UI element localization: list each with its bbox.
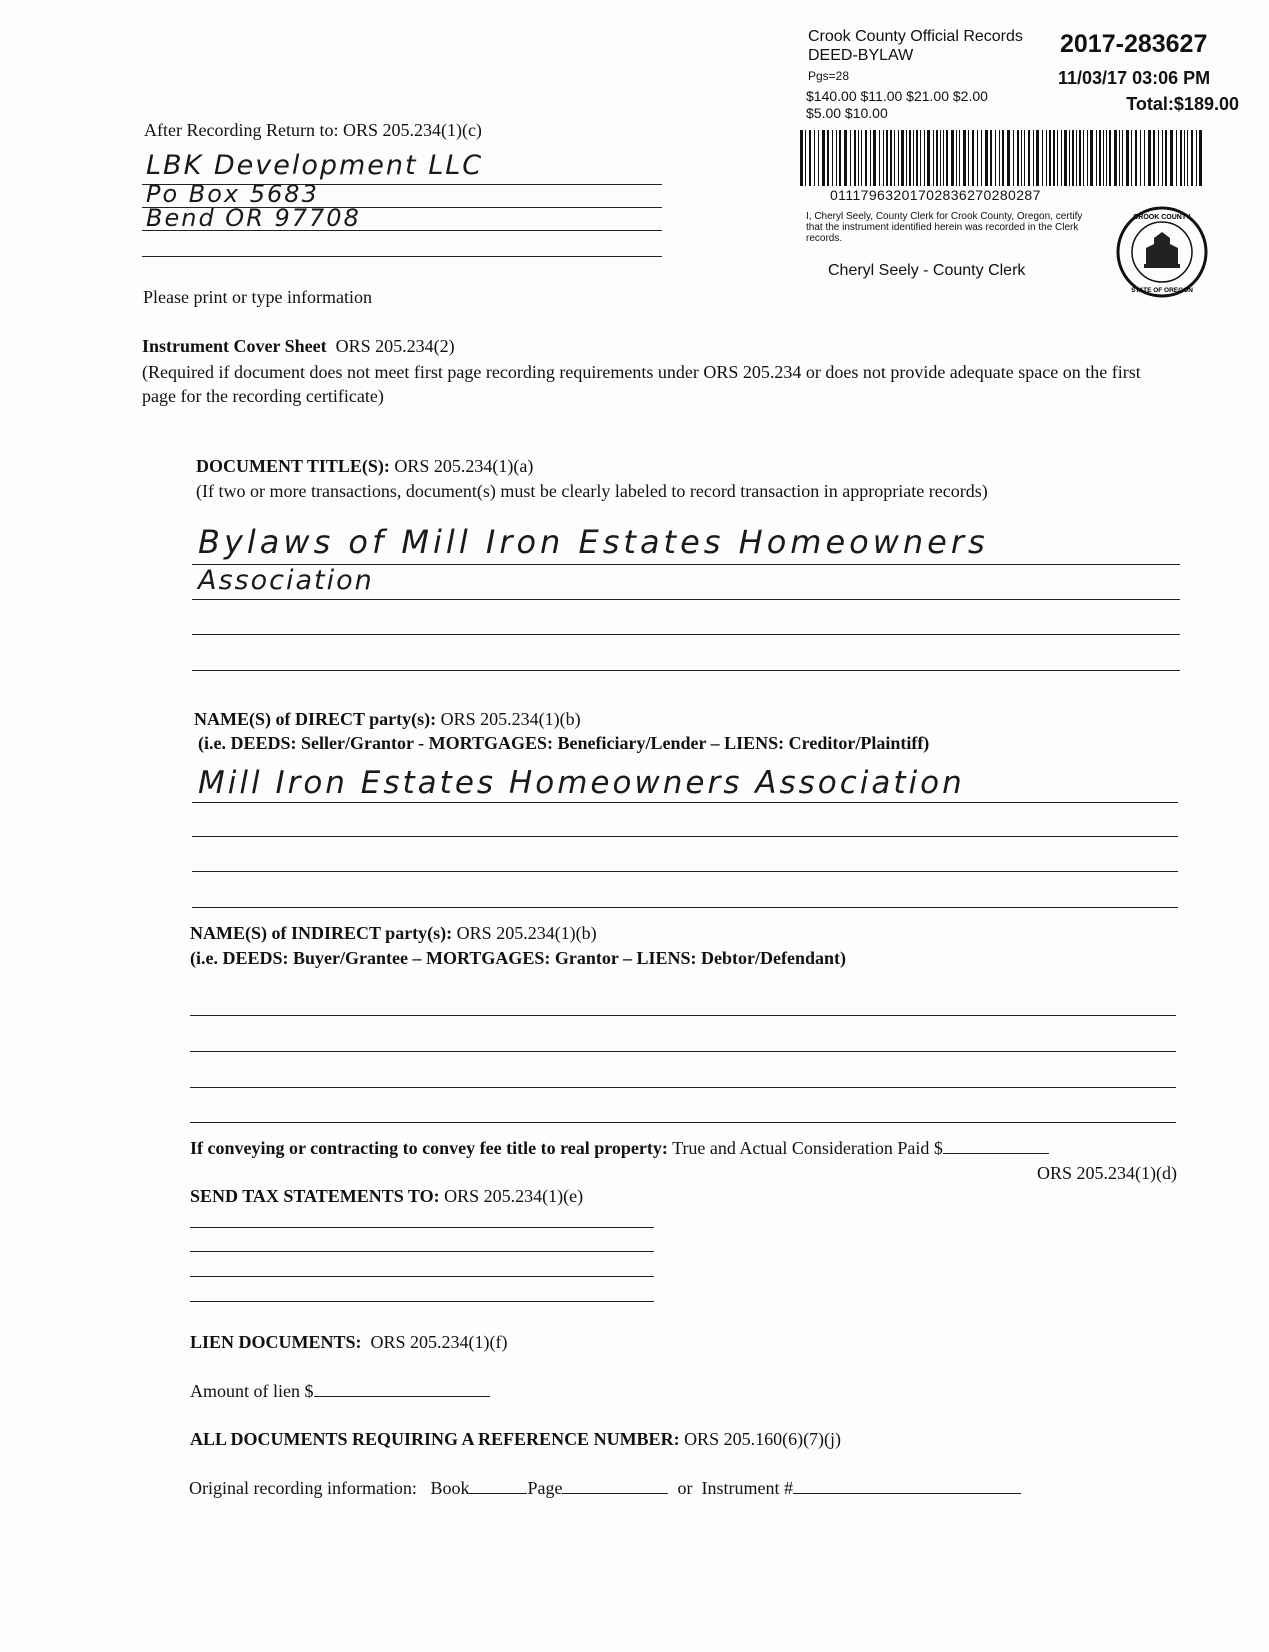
barcode-bar	[1122, 130, 1123, 186]
barcode-bar	[943, 130, 944, 186]
barcode-bar	[1007, 130, 1010, 186]
instrument-field[interactable]	[793, 1477, 1021, 1494]
instrument-label: Instrument #	[701, 1478, 793, 1498]
lien-amount-label: Amount of lien $	[190, 1381, 314, 1401]
page-field[interactable]	[562, 1477, 668, 1494]
barcode-bar	[981, 130, 982, 186]
barcode-bar	[1099, 130, 1101, 186]
barcode-bar	[995, 130, 996, 186]
barcode-bar	[858, 130, 859, 186]
barcode-bar	[809, 130, 811, 186]
lien-amount-line	[190, 1380, 490, 1402]
clerk-name: Cheryl Seely - County Clerk	[828, 262, 1026, 279]
barcode-bar	[959, 130, 960, 186]
barcode-bar	[873, 130, 876, 186]
indirect-party-heading	[190, 922, 597, 944]
barcode-bar	[822, 130, 825, 186]
barcode-bar	[924, 130, 925, 186]
reference-number-heading	[190, 1428, 841, 1450]
barcode-bar	[1187, 130, 1188, 186]
book-label: Book	[430, 1478, 470, 1498]
barcode-bar	[1148, 130, 1151, 186]
document-title-note: (If two or more transactions, document(s) must be clearly labeled to record transaction in appropriate records)	[196, 481, 988, 501]
return-to-line-1: LBK Development LLC	[146, 150, 484, 181]
barcode-bar	[1061, 130, 1062, 186]
barcode-bar	[1144, 130, 1145, 186]
barcode-bar	[836, 130, 837, 186]
barcode-bar	[1090, 130, 1093, 186]
barcode-bar	[1103, 130, 1104, 186]
tax-statements-label: SEND TAX STATEMENTS TO:	[190, 1186, 440, 1206]
barcode-bar	[999, 130, 1000, 186]
barcode-bar	[901, 130, 904, 186]
barcode-bar	[1021, 130, 1022, 186]
barcode-bar	[1072, 130, 1074, 186]
barcode-bar	[832, 130, 833, 186]
indirect-party-note: (i.e. DEEDS: Buyer/Grantee – MORTGAGES: Grantor – LIENS: Debtor/Defendant)	[190, 948, 846, 968]
page-count: Pgs=28	[808, 69, 850, 83]
tax-statements-ref: ORS 205.234(1)(e)	[444, 1186, 584, 1206]
barcode-bar	[1002, 130, 1004, 186]
barcode-bar	[1176, 130, 1177, 186]
fee-list-2: $5.00 $10.00	[806, 105, 888, 121]
barcode-bar	[1046, 130, 1047, 186]
barcode-bar	[927, 130, 930, 186]
consideration-label: If conveying or contracting to convey fee title to real property:	[190, 1138, 668, 1158]
barcode-bar	[990, 130, 992, 186]
barcode-bar	[1053, 130, 1055, 186]
barcode-bar	[906, 130, 907, 186]
direct-party-label: NAME(S) of DIRECT party(s):	[194, 709, 437, 729]
barcode-bar	[940, 130, 941, 186]
barcode-bar	[920, 130, 921, 186]
consideration-ref: ORS 205.234(1)(d)	[1037, 1163, 1177, 1183]
barcode-bar	[1106, 130, 1107, 186]
indirect-party-ref: ORS 205.234(1)(b)	[456, 923, 597, 943]
direct-party-heading	[194, 708, 581, 730]
cover-sheet-heading	[142, 335, 455, 357]
page-label: Page	[527, 1478, 563, 1498]
barcode-bar	[1109, 130, 1111, 186]
barcode-bar	[951, 130, 954, 186]
barcode-bar	[1126, 130, 1129, 186]
document-title-ref: ORS 205.234(1)(a)	[394, 456, 534, 476]
barcode-bar	[870, 130, 871, 186]
consideration-text: True and Actual Consideration Paid $	[672, 1138, 943, 1158]
barcode-bar	[1153, 130, 1155, 186]
tax-statements-heading	[190, 1185, 583, 1207]
barcode-bar	[1196, 130, 1197, 186]
document-title-value-1: Bylaws of Mill Iron Estates Homeowners	[198, 523, 989, 561]
barcode-bar	[963, 130, 966, 186]
cover-sheet-note: (Required if document does not meet first page recording requirements under ORS 205.234 or does not provide adequate space on the first page for the recording certificate)	[142, 362, 1141, 406]
fee-total: Total:$189.00	[1126, 94, 1239, 114]
barcode-bar	[1033, 130, 1034, 186]
lien-documents-label: LIEN DOCUMENTS:	[190, 1332, 362, 1352]
barcode-bar	[1013, 130, 1014, 186]
county-seal-icon	[1114, 204, 1210, 300]
barcode-bar	[1083, 130, 1084, 186]
barcode-number: 01117963201702836270280287	[830, 187, 1041, 203]
barcode-bar	[1165, 130, 1167, 186]
barcode-bar	[1184, 130, 1185, 186]
clerk-certification: I, Cheryl Seely, County Clerk for Crook County, Oregon, certify that the instrument identified herein was recorded in the Clerk records.	[806, 211, 1083, 244]
barcode-bar	[827, 130, 829, 186]
barcode-bar	[1119, 130, 1120, 186]
barcode-bar	[898, 130, 899, 186]
lien-amount-field[interactable]	[314, 1380, 490, 1397]
print-instruction: Please print or type information	[143, 287, 372, 307]
barcode-bar	[865, 130, 867, 186]
barcode-bar	[894, 130, 895, 186]
book-field[interactable]	[469, 1477, 527, 1494]
direct-party-note: (i.e. DEEDS: Seller/Grantor - MORTGAGES: Beneficiary/Lender – LIENS: Creditor/Plaintiff)	[198, 733, 930, 753]
document-title-label: DOCUMENT TITLE(S):	[196, 456, 390, 476]
barcode-bar	[1140, 130, 1141, 186]
cover-sheet-ref: ORS 205.234(2)	[335, 336, 455, 356]
barcode-bar	[805, 130, 806, 186]
barcode-bar	[936, 130, 938, 186]
original-recording-label: Original recording information:	[189, 1478, 417, 1498]
barcode-bar	[1135, 130, 1137, 186]
barcode-bar	[968, 130, 969, 186]
fee-list-1: $140.00 $11.00 $21.00 $2.00	[806, 88, 988, 104]
barcode-bar	[879, 130, 880, 186]
barcode-bar	[1028, 130, 1030, 186]
barcode-bar	[839, 130, 841, 186]
barcode-bar	[854, 130, 856, 186]
barcode-bar	[1017, 130, 1019, 186]
barcode-bar	[1162, 130, 1163, 186]
barcode-bar	[1087, 130, 1088, 186]
barcode-bar	[1131, 130, 1132, 186]
barcode-bar	[1199, 130, 1202, 186]
barcode-bar	[1042, 130, 1043, 186]
barcode-bar	[814, 130, 815, 186]
recorded-datetime: 11/03/17 03:06 PM	[1058, 68, 1211, 88]
barcode-bar	[1076, 130, 1077, 186]
lien-documents-ref: ORS 205.234(1)(f)	[370, 1332, 508, 1352]
return-to-label: After Recording Return to: ORS 205.234(1)(c)	[144, 120, 482, 140]
seal-top-text: CROOK COUNTY	[1133, 214, 1191, 221]
barcode-bar	[1064, 130, 1067, 186]
barcode-bar	[850, 130, 851, 186]
barcode-bar	[1191, 130, 1193, 186]
document-title-heading	[196, 455, 533, 477]
barcode-bar	[818, 130, 819, 186]
barcode-bar	[1114, 130, 1117, 186]
barcode-bar	[933, 130, 934, 186]
record-number: 2017-283627	[1060, 30, 1208, 58]
barcode-bar	[909, 130, 911, 186]
barcode-bar	[861, 130, 862, 186]
reference-number-label: ALL DOCUMENTS REQUIRING A REFERENCE NUMBER:	[190, 1429, 680, 1449]
direct-party-ref: ORS 205.234(1)(b)	[440, 709, 581, 729]
direct-party-value: Mill Iron Estates Homeowners Association	[198, 765, 965, 801]
barcode-bar	[977, 130, 978, 186]
consideration-line	[190, 1137, 1049, 1159]
barcode-bar	[1069, 130, 1070, 186]
barcode-bar	[886, 130, 888, 186]
original-recording-line	[189, 1477, 1021, 1499]
barcode-bar	[1049, 130, 1051, 186]
barcode-bar	[844, 130, 847, 186]
lien-documents-heading	[190, 1331, 508, 1353]
recorder-name: Crook County Official Records	[808, 28, 1023, 45]
barcode-bar	[946, 130, 948, 186]
barcode-bar	[1170, 130, 1173, 186]
seal-bottom-text: STATE OF OREGON	[1131, 287, 1193, 294]
document-title-value-2: Association	[198, 565, 374, 596]
barcode-bar	[883, 130, 884, 186]
or-label: or	[677, 1478, 693, 1498]
barcode-bar	[913, 130, 914, 186]
barcode-bar	[1180, 130, 1182, 186]
return-to-line-3: Bend OR 97708	[146, 204, 361, 232]
barcode	[800, 130, 1208, 186]
consideration-amount-field[interactable]	[943, 1137, 1049, 1154]
barcode-bar	[1079, 130, 1081, 186]
reference-number-ref: ORS 205.160(6)(7)(j)	[684, 1429, 842, 1449]
barcode-bar	[916, 130, 918, 186]
barcode-bar	[1024, 130, 1025, 186]
barcode-bar	[1158, 130, 1159, 186]
barcode-bar	[1036, 130, 1039, 186]
barcode-bar	[890, 130, 892, 186]
barcode-bar	[956, 130, 957, 186]
barcode-bar	[1096, 130, 1097, 186]
barcode-bar	[800, 130, 803, 186]
document-type: DEED-BYLAW	[808, 47, 914, 64]
barcode-bar	[1057, 130, 1058, 186]
barcode-bar	[972, 130, 974, 186]
barcode-bar	[985, 130, 988, 186]
cover-sheet-title: Instrument Cover Sheet	[142, 336, 327, 356]
indirect-party-label: NAME(S) of INDIRECT party(s):	[190, 923, 453, 943]
return-to-line-2: Po Box 5683	[146, 180, 319, 208]
